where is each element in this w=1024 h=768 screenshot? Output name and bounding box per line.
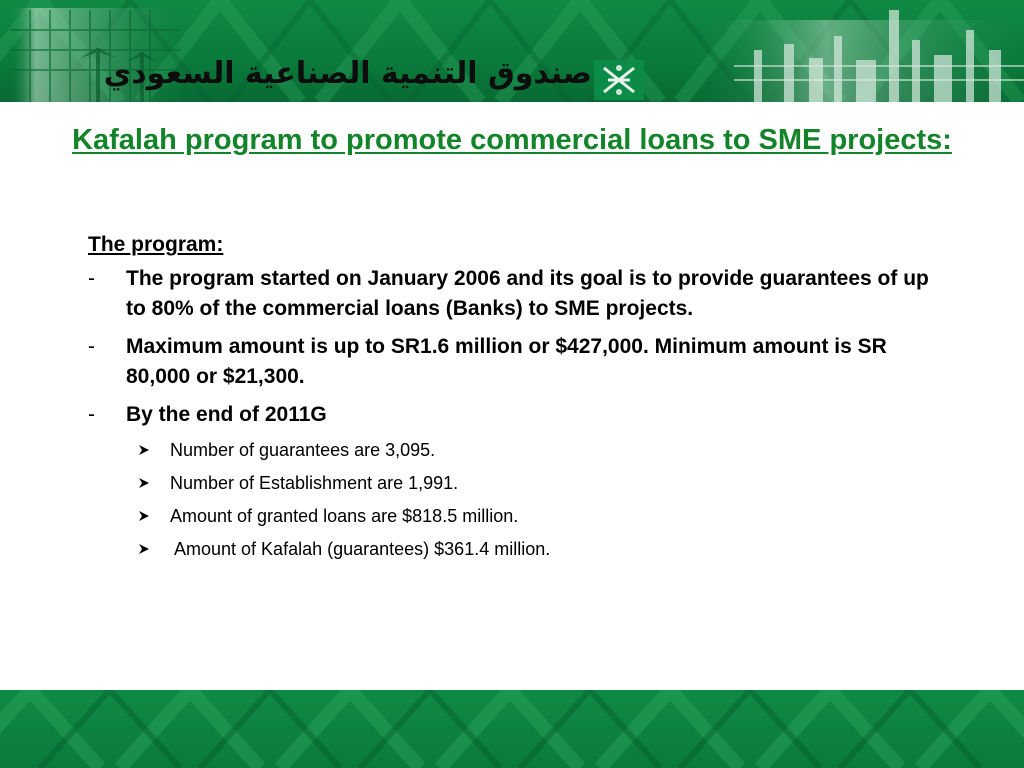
bullet-text: The program started on January 2006 and its goal is to provide guarantees of up to 80% of the commercial loans (Banks) to SME projects.	[126, 267, 929, 320]
industrial-plant-illustration	[634, 0, 1024, 102]
slide-content	[88, 230, 948, 570]
bullet-text: By the end of 2011G	[126, 403, 327, 426]
arrow-bullet-icon	[138, 477, 150, 489]
logo-emblem-icon	[594, 60, 644, 100]
sub-bullet-text: Amount of granted loans are $818.5 million.	[170, 506, 519, 526]
header-banner	[0, 0, 1024, 102]
bullet-item	[88, 400, 948, 430]
footer-banner	[0, 690, 1024, 768]
sub-bullet-item	[88, 504, 948, 528]
arrow-bullet-icon	[138, 543, 150, 555]
arrow-bullet-icon	[138, 444, 150, 456]
arrow-bullet-icon	[138, 510, 150, 522]
sub-bullet-text: Number of Establishment are 1,991.	[170, 473, 459, 493]
section-heading: The program:	[88, 233, 224, 256]
sub-bullet-list	[88, 438, 948, 561]
sub-bullet-item	[88, 471, 948, 495]
sub-bullet-text: Number of guarantees are 3,095.	[170, 440, 436, 460]
sub-bullet-item	[88, 438, 948, 462]
bullet-item	[88, 264, 948, 324]
bullet-item	[88, 332, 948, 392]
bullet-marker: -	[88, 403, 95, 426]
logo-text: صندوق التنمية الصناعية السعودي	[103, 56, 592, 91]
bullet-marker: -	[88, 335, 95, 358]
sub-bullet-item	[88, 537, 948, 561]
sub-bullet-text: Amount of Kafalah (guarantees) $361.4 million.	[170, 539, 551, 559]
footer-pattern	[0, 690, 1024, 768]
page-title: Kafalah program to promote commercial loans to SME projects:	[72, 124, 952, 156]
bullet-text: Maximum amount is up to SR1.6 million or $427,000. Minimum amount is SR 80,000 or $21,300.	[126, 335, 887, 388]
bullet-marker: -	[88, 267, 95, 290]
